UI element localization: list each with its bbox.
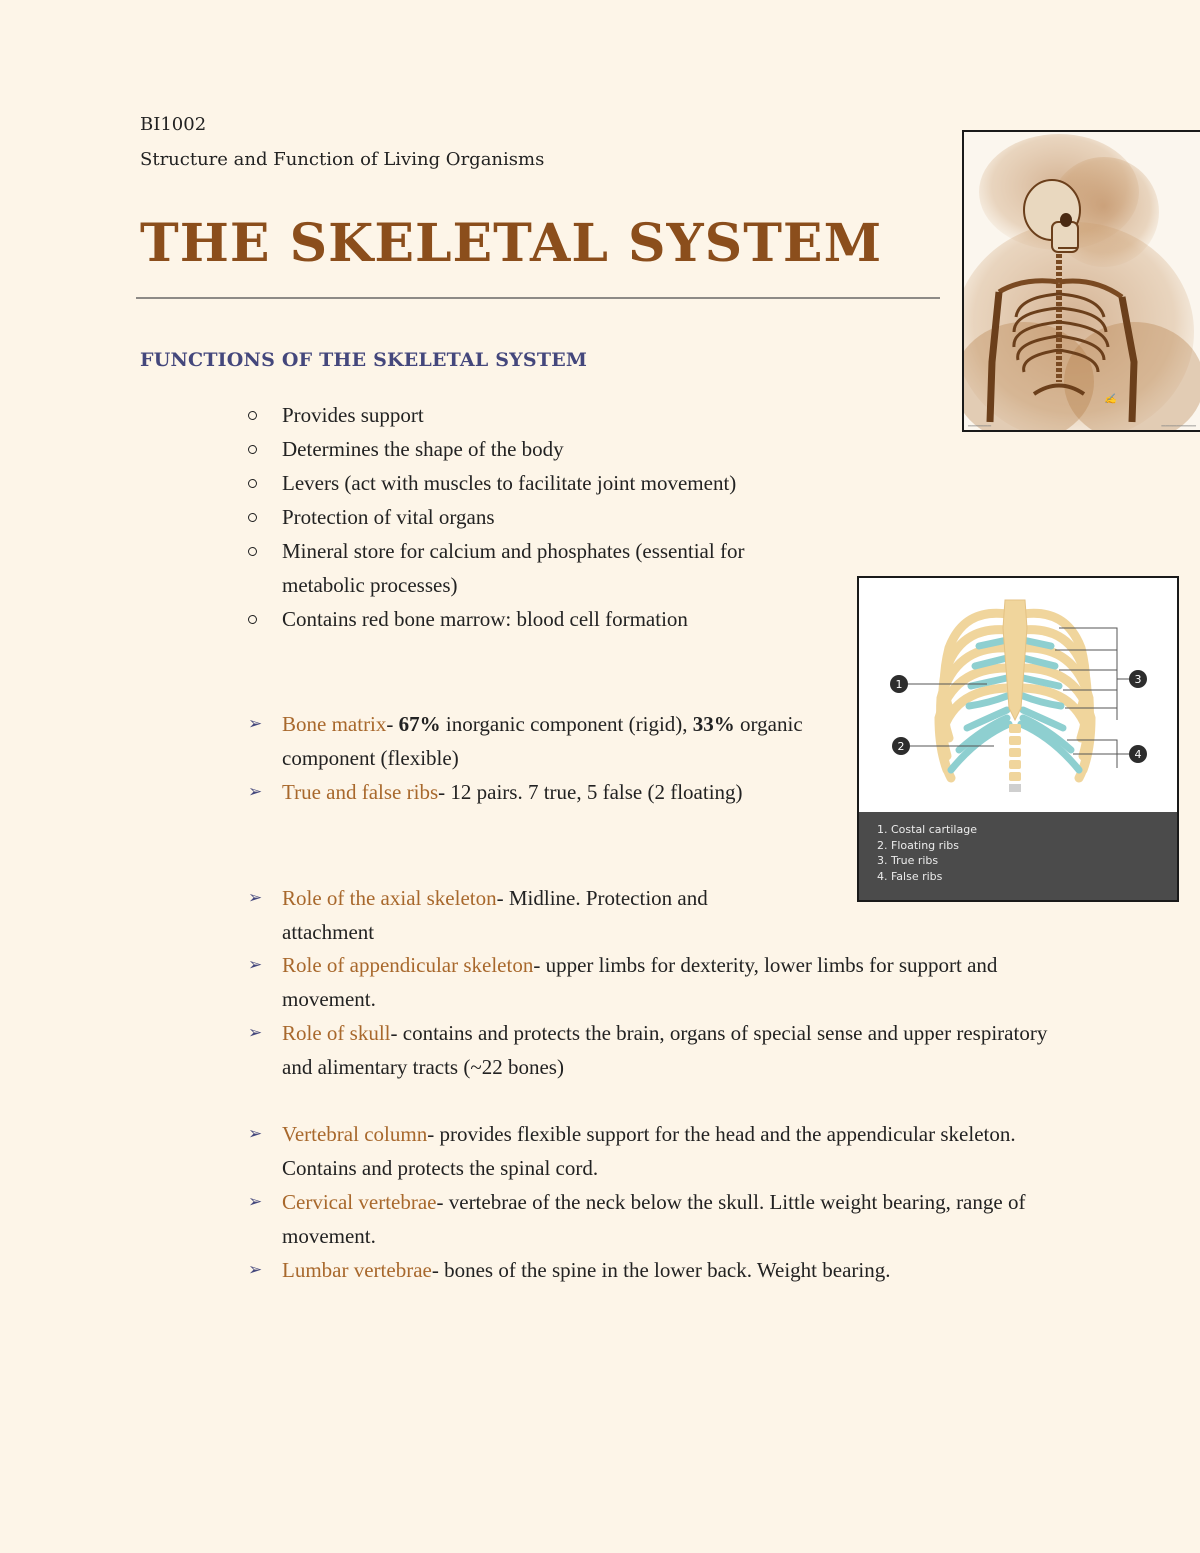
note-text: - provides flexible support for the head and the appendicular skeleton. Contains and protects the spinal cord. bbox=[282, 1122, 1016, 1180]
arrowhead-icon: ➢ bbox=[248, 1023, 263, 1043]
arrowhead-icon: ➢ bbox=[248, 1124, 263, 1144]
note-text: - contains and protects the brain, organs of special sense and upper respiratory and alimentary tracts (~22 bones) bbox=[282, 1021, 1048, 1079]
marker-label: 3 bbox=[1134, 673, 1142, 686]
note-text: - bones of the spine in the lower back. Weight bearing. bbox=[431, 1258, 891, 1282]
hollow-circle-icon bbox=[248, 479, 257, 488]
term-label: Vertebral column bbox=[282, 1122, 428, 1146]
note-text: organic component (flexible) bbox=[282, 712, 803, 770]
hollow-circle-icon bbox=[248, 445, 257, 454]
list-item-text: Contains red bone marrow: blood cell formation bbox=[282, 607, 688, 631]
notes-list-spine bbox=[248, 1117, 1068, 1287]
note-text: inorganic component (rigid), bbox=[440, 712, 693, 736]
marker-2 bbox=[892, 737, 910, 755]
image-credit-strip bbox=[964, 418, 1200, 430]
legend-item: 4. False ribs bbox=[877, 869, 943, 883]
note-axial bbox=[248, 881, 753, 949]
term-label: Cervical vertebrae bbox=[282, 1190, 437, 1214]
section-heading: FUNCTIONS OF THE SKELETAL SYSTEM bbox=[140, 349, 588, 371]
note-skull bbox=[248, 1016, 1068, 1084]
note-ribs bbox=[248, 775, 808, 809]
hollow-circle-icon bbox=[248, 547, 257, 556]
arrowhead-icon: ➢ bbox=[248, 888, 263, 908]
skeleton-illustration bbox=[962, 130, 1200, 432]
skeleton-drawing bbox=[964, 132, 1200, 430]
legend-item: 2. Floating ribs bbox=[877, 838, 959, 852]
percent-value: 33% bbox=[692, 712, 735, 736]
notes-list-axial bbox=[248, 881, 753, 949]
svg-text:✍: ✍ bbox=[1104, 394, 1117, 405]
legend-item: 3. True ribs bbox=[877, 854, 939, 867]
list-item-text: Mineral store for calcium and phosphates (essential for metabolic processes) bbox=[282, 539, 745, 597]
percent-value: 67% bbox=[398, 712, 441, 736]
rib-cage-drawing bbox=[859, 578, 1177, 814]
hollow-circle-icon bbox=[248, 615, 257, 624]
marker-label: 2 bbox=[897, 740, 905, 753]
list-item bbox=[248, 534, 818, 602]
notes-list-bone bbox=[248, 707, 808, 809]
marker-label: 4 bbox=[1134, 748, 1142, 761]
term-label: Bone matrix bbox=[282, 712, 387, 736]
arrowhead-icon: ➢ bbox=[248, 955, 263, 975]
title-divider bbox=[136, 297, 940, 299]
note-lumbar bbox=[248, 1253, 1068, 1287]
note-text: - vertebrae of the neck below the skull. Little weight bearing, range of movement. bbox=[282, 1190, 1026, 1248]
legend-item: 1. Costal cartilage bbox=[877, 823, 977, 836]
course-code: BI1002 bbox=[140, 114, 207, 135]
hollow-circle-icon bbox=[248, 513, 257, 522]
notes-list-roles bbox=[248, 948, 1068, 1084]
arrowhead-icon: ➢ bbox=[248, 1192, 263, 1212]
arrowhead-icon: ➢ bbox=[248, 782, 263, 802]
rib-cage-diagram bbox=[857, 576, 1179, 902]
rib-diagram-legend bbox=[859, 812, 1177, 900]
credit-right: ▁▁▁▁▁▁▁▁▁ bbox=[1161, 421, 1196, 427]
marker-4 bbox=[1129, 745, 1147, 763]
separator: - bbox=[386, 712, 399, 736]
page-title: THE SKELETAL SYSTEM bbox=[140, 213, 883, 274]
term-label: Role of appendicular skeleton bbox=[282, 953, 534, 977]
credit-left: ▁▁▁▁▁▁ bbox=[968, 421, 992, 427]
note-text: - Midline. Protection and attachment bbox=[282, 886, 708, 944]
note-vertebral bbox=[248, 1117, 1068, 1185]
marker-label: 1 bbox=[895, 678, 903, 691]
term-label: Role of skull bbox=[282, 1021, 391, 1045]
list-item-text: Protection of vital organs bbox=[282, 505, 495, 529]
hollow-circle-icon bbox=[248, 411, 257, 420]
marker-3 bbox=[1129, 670, 1147, 688]
note-bone-matrix bbox=[248, 707, 808, 775]
note-cervical bbox=[248, 1185, 1068, 1253]
term-label: Role of the axial skeleton bbox=[282, 886, 497, 910]
list-item-text: Levers (act with muscles to facilitate joint movement) bbox=[282, 471, 737, 495]
term-label: True and false ribs bbox=[282, 780, 439, 804]
arrowhead-icon: ➢ bbox=[248, 714, 263, 734]
list-item-text: Determines the shape of the body bbox=[282, 437, 564, 461]
list-item bbox=[248, 398, 818, 432]
list-item bbox=[248, 602, 818, 636]
list-item bbox=[248, 432, 818, 466]
arrowhead-icon: ➢ bbox=[248, 1260, 263, 1280]
course-name: Structure and Function of Living Organisms bbox=[140, 149, 545, 170]
note-text: - 12 pairs. 7 true, 5 false (2 floating) bbox=[438, 780, 743, 804]
list-item-text: Provides support bbox=[282, 403, 424, 427]
note-text: - upper limbs for dexterity, lower limbs for support and movement. bbox=[282, 953, 998, 1011]
term-label: Lumbar vertebrae bbox=[282, 1258, 432, 1282]
list-item bbox=[248, 500, 818, 534]
note-appendicular bbox=[248, 948, 1068, 1016]
functions-list bbox=[248, 398, 818, 636]
marker-1 bbox=[890, 675, 908, 693]
list-item bbox=[248, 466, 818, 500]
